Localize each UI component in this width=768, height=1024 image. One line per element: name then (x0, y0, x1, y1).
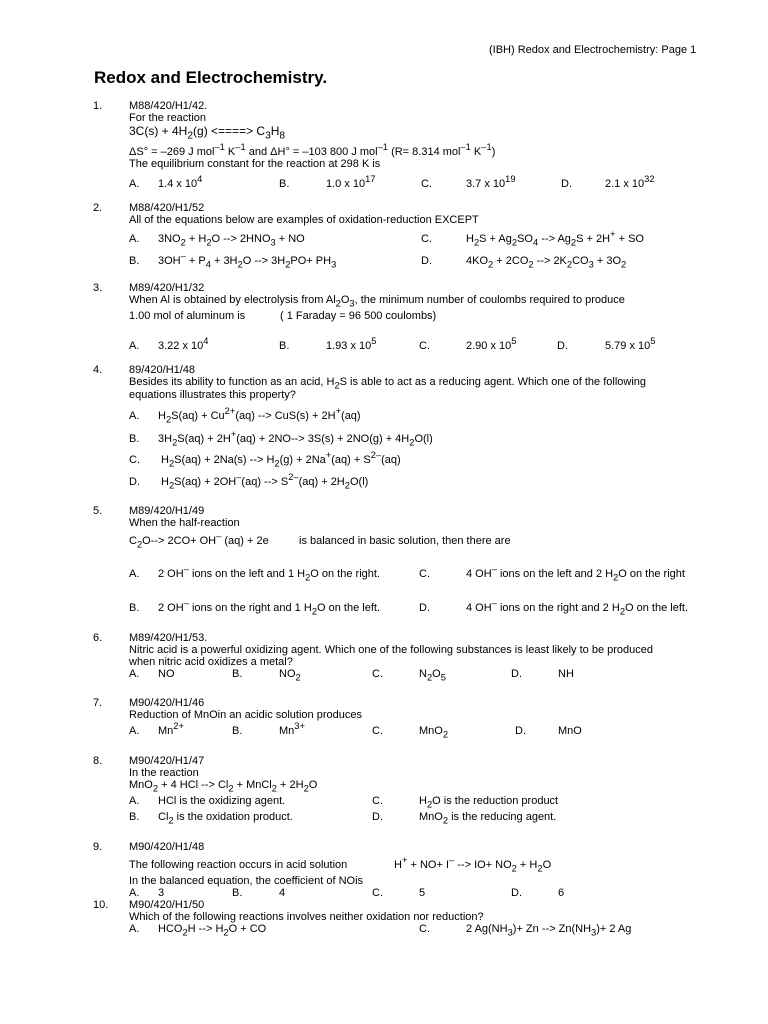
question-code: M89/420/H1/49 (129, 505, 205, 517)
question-code: M90/420/H1/47 (129, 755, 205, 767)
option-a-text: 1.4 x $10^4$ (158, 173, 203, 190)
question-stem: When Al is obtained by electrolysis from $Al_2O_3$, the minimum number of coulombs required to produce (129, 294, 625, 309)
option-c: C. (129, 454, 140, 466)
question-number: 6. (93, 632, 103, 644)
option-d-text: $4KO_2 + 2CO_2$ --> $2K_2CO_3 + 3O_2$ (466, 255, 627, 270)
option-d: D. (129, 476, 140, 488)
question-stem-2: In the balanced equation, the coefficient of NOis (129, 875, 364, 887)
option-c: C. (419, 340, 430, 352)
option-b: B. (279, 340, 290, 352)
question-stem-2: equations illustrates this property? (129, 389, 296, 401)
faraday-note: ( 1 Faraday = 96 500 coulombs) (280, 310, 437, 322)
option-b: B. (129, 255, 140, 267)
option-c-text: 2 $Ag(NH_3)+ Zn$ --> $Zn(NH_3)+ 2$ Ag (466, 923, 632, 938)
option-a: A. (129, 887, 140, 899)
option-d: D. (372, 811, 383, 823)
option-b-text: $3OH^- + P_4 + 3H_2O$ --> $3H_2PO+ PH_3$ (158, 250, 337, 270)
option-d: D. (419, 602, 430, 614)
thermo-data: ΔS° = –269 J mol$^{-1}$ $K^{-1}$ and ΔH° = –103 800 J mol$^{-1}$ (R= 8.314 mol$^{-1}$ $K^{-1}$) (129, 141, 496, 158)
option-b: B. (129, 433, 140, 445)
option-a-text: 3 (158, 887, 165, 899)
option-b-text: $Cl_2$ is the oxidation product. (158, 811, 293, 826)
option-a: A. (129, 668, 140, 680)
question-stem: In the reaction (129, 767, 199, 779)
option-d-text: MnO (558, 725, 582, 737)
question-number: 7. (93, 697, 103, 709)
option-d: D. (511, 887, 522, 899)
option-d-text: MnO$_2$ is the reducing agent. (419, 811, 557, 826)
option-c-text: 2.90 x $10^5$ (466, 335, 517, 352)
page-title: Redox and Electrochemistry. (94, 68, 328, 87)
reaction-equation: H+ + NO+ I– --> $IO+ NO_2 + H_2O$ (394, 854, 552, 874)
option-d: D. (561, 178, 572, 190)
option-c-text: $H_2S + Ag_2SO_4$ --> $Ag_2S + 2H^+$ + SO (466, 228, 644, 248)
option-c: C. (372, 795, 383, 807)
option-a-text: $3NO_2 + H_2O$ --> $2HNO_3$ + NO (158, 233, 305, 248)
question-stem-2: when nitric acid oxidizes a metal? (129, 656, 293, 668)
question-stem: Besides its ability to function as an acid, $H_2S$ is able to act as a reducing agent. Which one of the following (129, 376, 647, 391)
question-stem: When the half-reaction (129, 517, 240, 529)
option-c-text: $N_2O_5$ (419, 668, 446, 683)
question-stem: Reduction of MnOin an acidic solution produces (129, 709, 362, 721)
question-number: 10. (93, 899, 109, 911)
question-stem: All of the equations below are examples of oxidation-reduction EXCEPT (129, 214, 479, 226)
question-number: 8. (93, 755, 103, 767)
option-a: A. (129, 233, 140, 245)
option-a: A. (129, 410, 140, 422)
option-a-text: NO (158, 668, 175, 680)
option-c: C. (419, 568, 430, 580)
option-a: A. (129, 725, 140, 737)
option-c-text: $H_2S(aq) + 2Na(s)$ --> $H_2(g) + 2Na^+(aq) + S^{2-}(aq)$ (161, 449, 401, 469)
option-d-text: 4 OH– ions on the right and 2 $H_2O$ on the left. (466, 597, 688, 617)
option-d-text: 5.79 x $10^5$ (605, 335, 656, 352)
option-b: B. (232, 668, 243, 680)
option-c-text: 3.7 x $10^{19}$ (466, 173, 516, 190)
question-code: M88/420/H1/52 (129, 202, 205, 214)
question-number: 2. (93, 202, 103, 214)
option-c-text: $H_2O$ is the reduction product (419, 795, 559, 810)
option-c-text: 4 OH– ions on the left and 2 $H_2O$ on the right (466, 563, 685, 583)
question-code: M89/420/H1/32 (129, 282, 205, 294)
option-d-text: $H_2S(aq) + 2OH^-(aq)$ --> $S^{2-}(aq) + 2H_2O(l)$ (161, 471, 369, 491)
option-d: D. (557, 340, 568, 352)
question-code: M90/420/H1/46 (129, 697, 205, 709)
question-ask: The equilibrium constant for the reaction at 298 K is (129, 158, 381, 170)
option-c: C. (419, 923, 430, 935)
option-b-text: 2 OH– ions on the right and 1 $H_2O$ on the left. (158, 597, 380, 617)
option-a: A. (129, 923, 140, 935)
option-d-text: 2.1 x $10^{32}$ (605, 173, 655, 190)
option-d-text: 6 (558, 887, 565, 899)
option-b: B. (129, 811, 140, 823)
question-stem: The following reaction occurs in acid solution (129, 859, 348, 871)
option-a-text: $H_2S(aq) + Cu^{2+}(aq)$ --> CuS(s) + 2H+(aq) (158, 405, 361, 425)
question-number: 5. (93, 505, 103, 517)
option-d: D. (511, 668, 522, 680)
option-b: B. (232, 725, 243, 737)
option-c: C. (372, 725, 383, 737)
question-tail: is balanced in basic solution, then there are (299, 535, 511, 547)
option-c: C. (372, 668, 383, 680)
page-header: (IBH) Redox and Electrochemistry: Page 1 (489, 44, 697, 56)
half-reaction: $C_2O--> 2CO+ OH^-$ (aq) + 2e (129, 530, 269, 550)
question-stem-2: 1.00 mol of aluminum is (129, 310, 246, 322)
option-d: D. (421, 255, 432, 267)
question-code: M88/420/H1/42. (129, 100, 208, 112)
option-a: A. (129, 568, 140, 580)
option-a: A. (129, 178, 140, 190)
question-number: 9. (93, 841, 103, 853)
option-b: B. (232, 887, 243, 899)
option-b-text: 1.93 x $10^5$ (326, 335, 377, 352)
question-code: M89/420/H1/53. (129, 632, 208, 644)
question-number: 4. (93, 364, 103, 376)
option-d: D. (515, 725, 526, 737)
option-c-text: 5 (419, 887, 426, 899)
option-d-text: NH (558, 668, 574, 680)
reaction-equation: MnO$_2$ + 4 HCl --> $Cl_2$ + MnCl$_2$ + $2H_2O$ (129, 779, 318, 794)
question-stem: For the reaction (129, 112, 207, 124)
option-c-text: MnO$_2$ (419, 725, 449, 740)
option-b: B. (129, 602, 140, 614)
option-a-text: 3.22 x $10^4$ (158, 335, 209, 352)
option-c: C. (372, 887, 383, 899)
question-number: 3. (93, 282, 103, 294)
option-b-text: $NO_2$ (279, 668, 301, 683)
question-code: M90/420/H1/50 (129, 899, 205, 911)
question-code: 89/420/H1/48 (129, 364, 196, 376)
question-code: M90/420/H1/48 (129, 841, 205, 853)
option-a-text: 2 OH– ions on the left and 1 $H_2O$ on the right. (158, 563, 380, 583)
reaction-equation: $3C(s) + 4H_2(g)$ <====> $C_3H_8$ (129, 124, 286, 142)
question-stem: Nitric acid is a powerful oxidizing agent. Which one of the following substances is least likely to be produced (129, 644, 653, 656)
option-a-text: HCl is the oxidizing agent. (158, 795, 286, 807)
option-b-text: $3H_2S(aq) + 2H^+(aq) + 2NO--> 3S(s) + 2NO(g) + 4H_2O(l)$ (158, 428, 433, 448)
option-b-text: 1.0 x $10^{17}$ (326, 173, 376, 190)
option-b-text: $Mn^{3+}$ (279, 720, 305, 737)
option-c: C. (421, 178, 432, 190)
option-a-text: $HCO_2H$ --> $H_2O$ + CO (158, 923, 267, 938)
question-stem: Which of the following reactions involves neither oxidation nor reduction? (129, 911, 484, 923)
option-b: B. (279, 178, 290, 190)
option-a-text: $Mn^{2+}$ (158, 720, 184, 737)
option-a: A. (129, 340, 140, 352)
question-number: 1. (93, 100, 103, 112)
option-a: A. (129, 795, 140, 807)
option-b-text: 4 (279, 887, 286, 899)
option-c: C. (421, 233, 432, 245)
